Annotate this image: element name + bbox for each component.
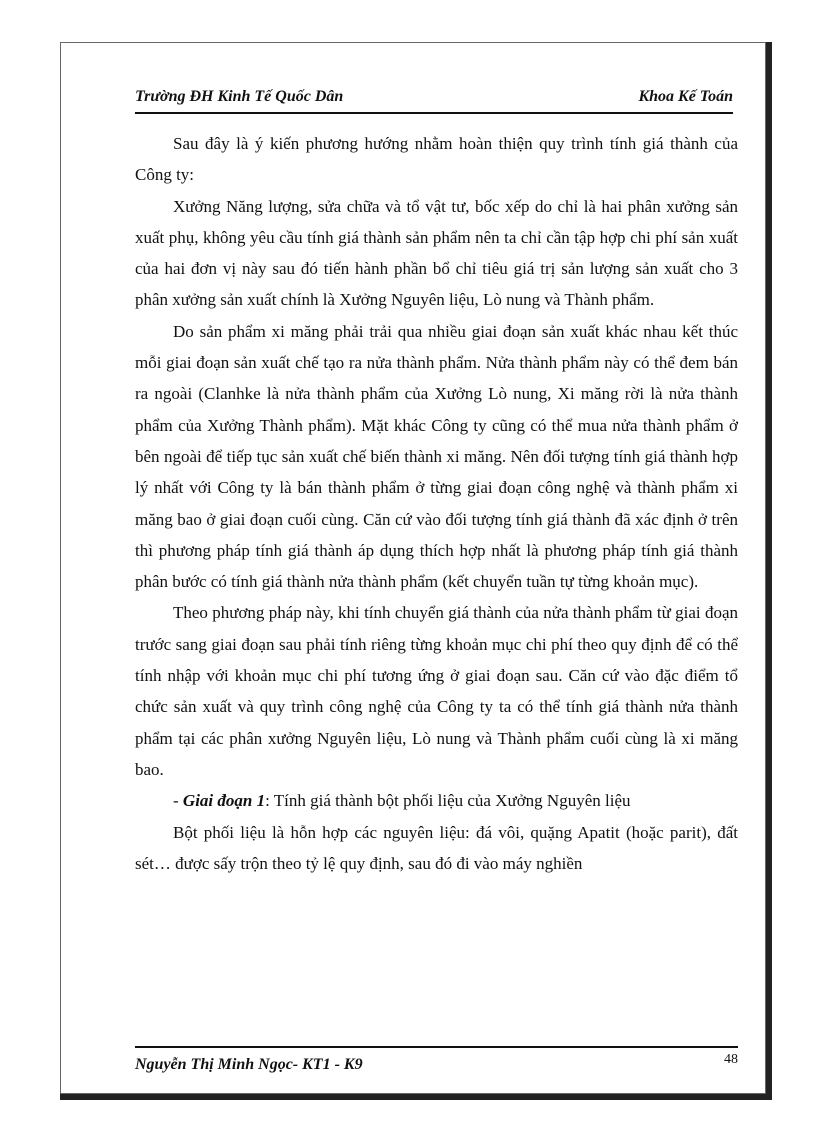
paragraph-method: Theo phương pháp này, khi tính chuyển giá thành của nửa thành phẩm từ giai đoạn trước sang giai đoạn sau phải tính riêng từng khoản mục chi phí theo quy định để có thể tính nhập với khoản mục chi phí tương ứng ở giai đoạn sau. Căn cứ vào đặc điểm tổ chức sản xuất và quy trình công nghệ của Công ty ta có thể tính giá thành nửa thành phẩm tại các phân xưởng Nguyên liệu, Lò nung và Thành phẩm cuối cùng là xi măng bao. [135, 603, 738, 779]
footer-author: Nguyễn Thị Minh Ngọc- KT1 - K9 [135, 1056, 363, 1073]
stage-prefix: - [173, 791, 183, 811]
paragraph-intro: Sau đây là ý kiến phương hướng nhằm hoàn thiện quy trình tính giá thành của Công ty: [135, 134, 738, 185]
header-school: Trường ĐH Kinh Tế Quốc Dân [135, 88, 344, 105]
paragraph-auxiliary-workshops: Xưởng Năng lượng, sửa chữa và tổ vật tư, bốc xếp do chỉ là hai phân xưởng sản xuất phụ, không yêu cầu tính giá thành sản phẩm nên ta chỉ cần tập hợp chi phí sản xuất của hai đơn vị này sau đó tiến hành phần bổ chỉ tiêu giá trị sản lượng sản xuất cho 3 phân xưởng sản xuất chính là Xưởng Nguyên liệu, Lò nung và Thành phẩm. [135, 196, 738, 310]
paragraph-raw-mix: Bột phối liệu là hỗn hợp các nguyên liệu: đá vôi, quặng Apatit (hoặc parit), đất sét… được sấy trộn theo tỷ lệ quy định, sau đó đi vào máy nghiền [135, 822, 738, 873]
header-department: Khoa Kế Toán [638, 88, 733, 105]
page-header [135, 86, 733, 114]
page-footer [135, 1046, 738, 1078]
stage-heading [135, 785, 738, 816]
stage-text: : Tính giá thành bột phối liệu của Xưởng Nguyên liệu [265, 791, 631, 811]
page-number: 48 [724, 1052, 738, 1067]
document-body [135, 128, 738, 879]
stage-label: Giai đoạn 1 [182, 791, 266, 811]
paragraph-costing-object: Do sản phẩm xi măng phải trải qua nhiều giai đoạn sản xuất khác nhau kết thúc mỗi giai đoạn sản xuất chế tạo ra nửa thành phẩm. Nửa thành phẩm này có thể đem bán ra ngoài (Clanhke là nửa thành phẩm của Xưởng Lò nung, Xi măng rời là nửa thành phẩm của Xưởng Thành phẩm). Mặt khác Công ty cũng có thể mua nửa thành phẩm ở bên ngoài để tiếp tục sản xuất chế biến thành xi măng. Nên đối tượng tính giá thành hợp lý nhất với Công ty là bán thành phẩm ở từng giai đoạn công nghệ và thành phẩm xi măng bao ở giai đoạn cuối cùng. Căn cứ vào đối tượng tính giá thành đã xác định ở trên thì phương pháp tính giá thành áp dụng thích hợp nhất là phương pháp tính giá thành phân bước có tính giá thành nửa thành phẩm (kết chuyển tuần tự từng khoản mục). [135, 321, 738, 592]
